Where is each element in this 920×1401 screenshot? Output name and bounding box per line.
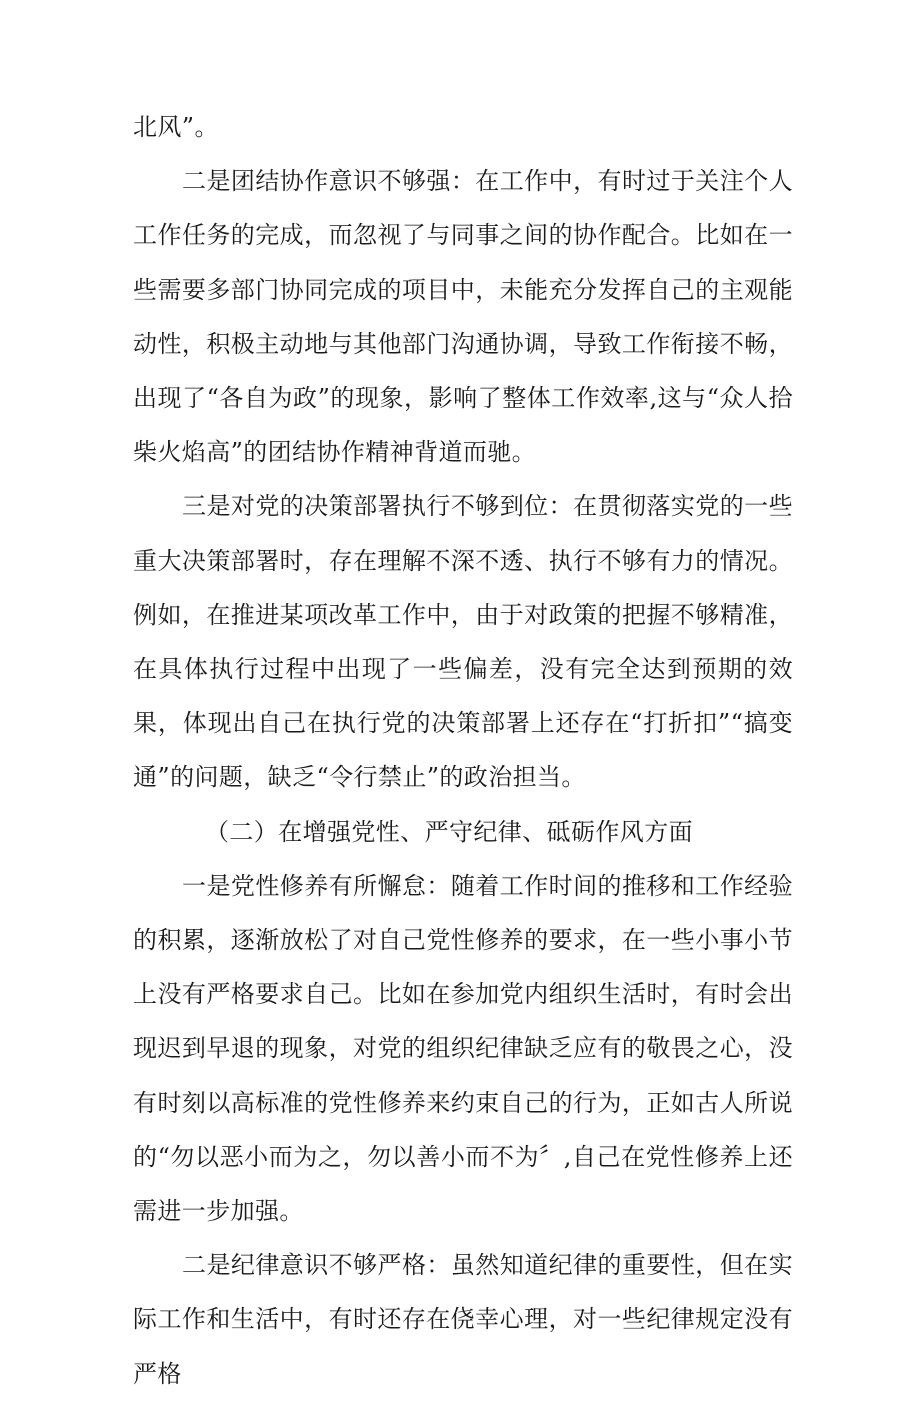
paragraph-teamwork: 二是团结协作意识不够强：在工作中，有时过于关注个人工作任务的完成，而忽视了与同事之间的协作配合。比如在一些需要多部门协同完成的项目中，未能充分发挥自己的主观能动性，积极主动地与其他部门沟通协调，导致工作衔接不畅，出现了“各自为政”的现象，影响了整体工作效率,这与“众人拾柴火焰高”的团结协作精神背道而驰。	[133, 167, 793, 467]
paragraph-continuation: 北风”。	[133, 113, 219, 141]
paragraph-discipline: 二是纪律意识不够严格：虽然知道纪律的重要性，但在实际工作和生活中，有时还存在侥幸心理，对一些纪律规定没有严格	[133, 1251, 793, 1388]
paragraph-party-cultivation: 一是党性修养有所懈怠：随着工作时间的推移和工作经验的积累，逐渐放松了对自己党性修养的要求，在一些小事小节上没有严格要求自己。比如在参加党内组织生活时，有时会出现迟到早退的现象，对党的组织纪律缺乏应有的敬畏之心，没有时刻以高标准的党性修养来约束自己的行为，正如古人所说的“勿以恶小而为之，勿以善小而不为〞,自己在党性修养上还需进一步加强。	[133, 871, 793, 1226]
section-heading: （二）在增强党性、严守纪律、砥砺作风方面	[205, 817, 693, 846]
paragraph-policy-execution: 三是对党的决策部署执行不够到位：在贯彻落实党的一些重大决策部署时，存在理解不深不透、执行不够有力的情况。例如，在推进某项改革工作中，由于对政策的把握不够精准，在具体执行过程中出现了一些偏差，没有完全达到预期的效果，体现出自己在执行党的决策部署上还存在“打折扣”“搞变通”的问题，缺乏“令行禁止”的政治担当。	[133, 492, 793, 792]
document-body	[133, 100, 793, 1401]
